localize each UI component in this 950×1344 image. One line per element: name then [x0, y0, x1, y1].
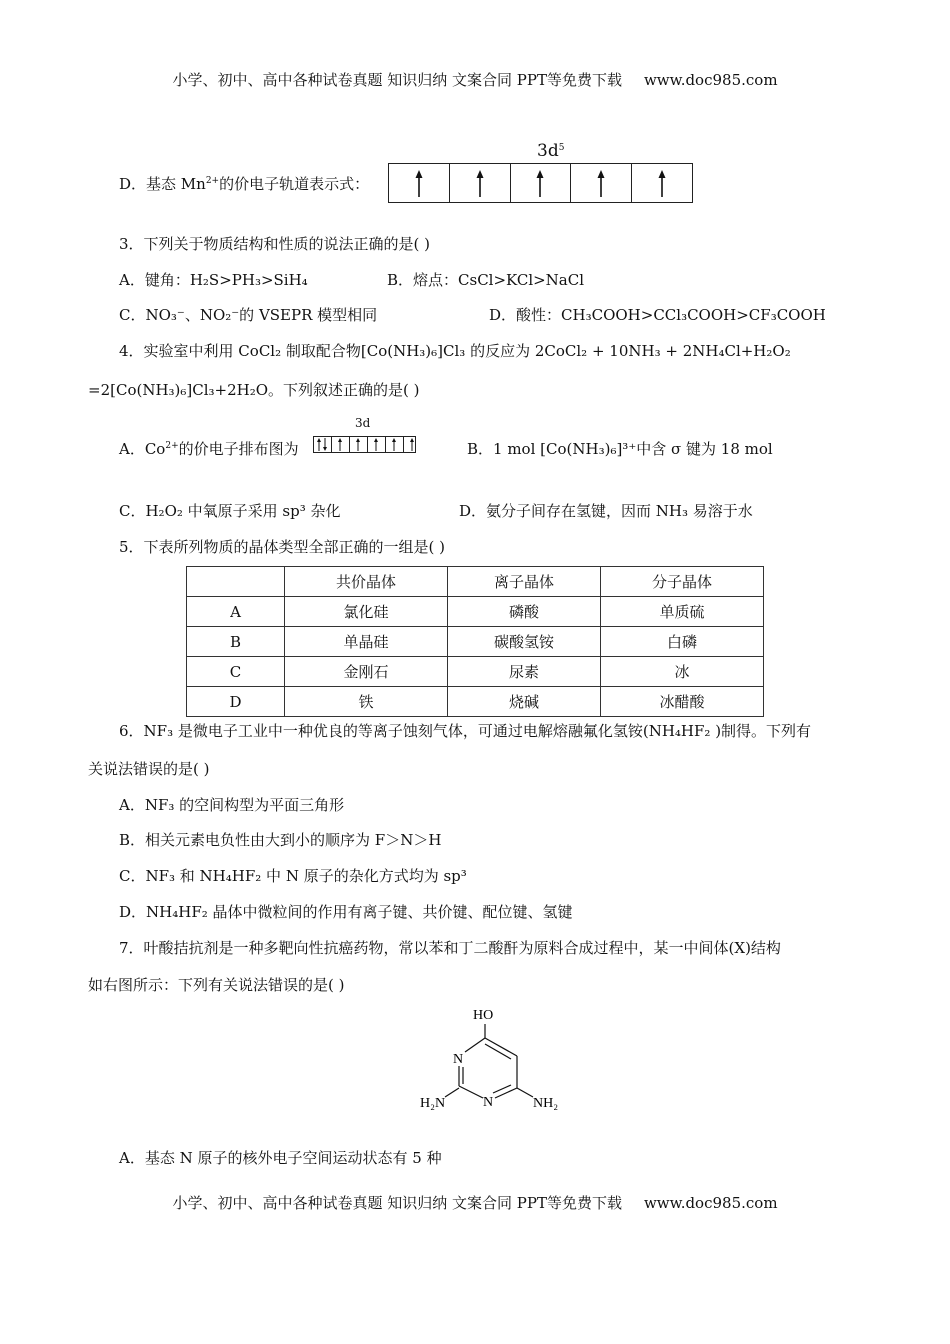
q7-stem-line2: 如右图所示：下列有关说法错误的是( ) — [88, 976, 345, 994]
spin-up-arrow-icon — [657, 170, 667, 198]
spin-up-arrow-icon — [414, 170, 424, 198]
table-cell: 冰 — [601, 657, 764, 687]
header-text: 小学、初中、高中各种试卷真题 知识归纳 文案合同 PPT等免费下载 — [172, 71, 622, 89]
paired-spin-arrows-icon — [314, 437, 331, 452]
spin-up-arrow-icon — [475, 170, 485, 198]
orbital-box — [368, 437, 386, 452]
structure-ho-label: HO — [473, 1008, 494, 1023]
q4-option-b: B．1 mol [Co(NH₃)₆]³⁺中含 σ 键为 18 mol — [467, 440, 773, 458]
table-cell: 白磷 — [601, 627, 764, 657]
q6-option-c: C．NF₃ 和 NH₄HF₂ 中 N 原子的杂化方式均为 sp³ — [119, 867, 467, 885]
q4-stem-line1: 4．实验室中利用 CoCl₂ 制取配合物[Co(NH₃)₆]Cl₃ 的反应为 2CoCl₂ + 10NH₃ + 2NH₄Cl+H₂O₂ — [119, 342, 791, 360]
q3-option-d: D．酸性：CH₃COOH>CCl₃COOH>CF₃COOH — [489, 306, 826, 324]
spin-up-arrow-icon — [368, 437, 385, 452]
q3-option-b: B．熔点：CsCl>KCl>NaCl — [387, 271, 585, 289]
table-row — [187, 687, 764, 717]
table-cell: 单质硫 — [601, 597, 764, 627]
table-cell: 尿素 — [448, 657, 601, 687]
page-header — [0, 69, 950, 90]
q5-stem: 5．下表所列物质的晶体类型全部正确的一组是( ) — [119, 538, 446, 556]
q6-option-b: B．相关元素电负性由大到小的顺序为 F＞N＞H — [119, 831, 442, 849]
orbital-box — [332, 437, 350, 452]
structure-n-label: N — [453, 1052, 464, 1067]
q7-stem-line1: 7．叶酸拮抗剂是一种多靶向性抗癌药物，常以苯和丁二酸酐为原料合成过程中，某一中间体(X)结构 — [119, 939, 781, 957]
co-orbital-diagram — [313, 436, 416, 453]
orbital-box — [389, 164, 450, 202]
spin-up-arrow-icon — [386, 437, 403, 452]
q4-option-a: A．$Co^{2+}$的价电子排布图为 — [119, 440, 299, 458]
page-footer — [0, 1192, 950, 1213]
q3-stem: 3．下列关于物质结构和性质的说法正确的是( ) — [119, 235, 431, 253]
spin-up-arrow-icon — [596, 170, 606, 198]
spin-up-arrow-icon — [332, 437, 349, 452]
table-cell: 冰醋酸 — [601, 687, 764, 717]
table-cell: 铁 — [285, 687, 448, 717]
co-orbital-label: 3d — [355, 416, 371, 430]
table-header-cell: 离子晶体 — [448, 567, 601, 597]
table-header-row — [187, 567, 764, 597]
spin-up-arrow-icon — [350, 437, 367, 452]
q2-option-d: D．基态 $Mn^{2+}$的价电子轨道表示式： — [119, 175, 370, 193]
crystal-type-table — [186, 566, 764, 717]
orbital-box — [386, 437, 404, 452]
header-url: www.doc985.com — [643, 71, 778, 89]
orbital-box — [404, 437, 421, 452]
structure-n-label: N — [483, 1095, 494, 1110]
table-header-cell: 分子晶体 — [601, 567, 764, 597]
footer-text: 小学、初中、高中各种试卷真题 知识归纳 文案合同 PPT等免费下载 — [172, 1194, 622, 1212]
q6-option-a: A．NF₃ 的空间构型为平面三角形 — [119, 796, 345, 814]
q6-stem-line1: 6．NF₃ 是微电子工业中一种优良的等离子蚀刻气体，可通过电解熔融氟化氢铵(NH₄HF₂ )制得。下列有 — [119, 722, 812, 740]
table-cell: B — [187, 627, 285, 657]
table-cell: 烧碱 — [448, 687, 601, 717]
structure-nh2-label: NH₂ — [533, 1096, 559, 1111]
q4-option-d: D．氨分子间存在氢键，因而 NH₃ 易溶于水 — [459, 502, 753, 520]
orbital-box — [511, 164, 572, 202]
q6-stem-line2: 关说法错误的是( ) — [88, 760, 210, 778]
table-cell: 氯化硅 — [285, 597, 448, 627]
table-cell: D — [187, 687, 285, 717]
table-header-cell — [187, 567, 285, 597]
q3-option-a: A．键角：H₂S>PH₃>SiH₄ — [119, 271, 308, 289]
table-header-cell: 共价晶体 — [285, 567, 448, 597]
q4-stem-line2: =2[Co(NH₃)₆]Cl₃+2H₂O。下列叙述正确的是( ) — [88, 381, 420, 399]
table-row — [187, 597, 764, 627]
q6-option-d: D．NH₄HF₂ 晶体中微粒间的作用有离子键、共价键、配位键、氢键 — [119, 903, 573, 921]
orbital-box — [632, 164, 692, 202]
q3-option-c: C．NO₃⁻、NO₂⁻的 VSEPR 模型相同 — [119, 306, 378, 324]
mn-orbital-label: $3d^5$ — [537, 141, 565, 161]
mn-orbital-diagram — [388, 163, 693, 203]
table-cell: C — [187, 657, 285, 687]
table-row — [187, 627, 764, 657]
table-cell: 金刚石 — [285, 657, 448, 687]
table-cell: 磷酸 — [448, 597, 601, 627]
orbital-box — [571, 164, 632, 202]
orbital-box — [314, 437, 332, 452]
orbital-box — [450, 164, 511, 202]
structure-h2n-label: H₂N — [420, 1096, 446, 1111]
orbital-box — [350, 437, 368, 452]
table-cell: 碳酸氢铵 — [448, 627, 601, 657]
q7-option-a: A．基态 N 原子的核外电子空间运动状态有 5 种 — [119, 1149, 442, 1167]
footer-url: www.doc985.com — [643, 1194, 778, 1212]
q4-option-c: C．H₂O₂ 中氧原子采用 sp³ 杂化 — [119, 502, 341, 520]
spin-up-arrow-icon — [404, 437, 421, 452]
table-row — [187, 657, 764, 687]
pyrimidine-structure — [415, 1000, 575, 1115]
table-cell: A — [187, 597, 285, 627]
table-cell: 单晶硅 — [285, 627, 448, 657]
spin-up-arrow-icon — [535, 170, 545, 198]
